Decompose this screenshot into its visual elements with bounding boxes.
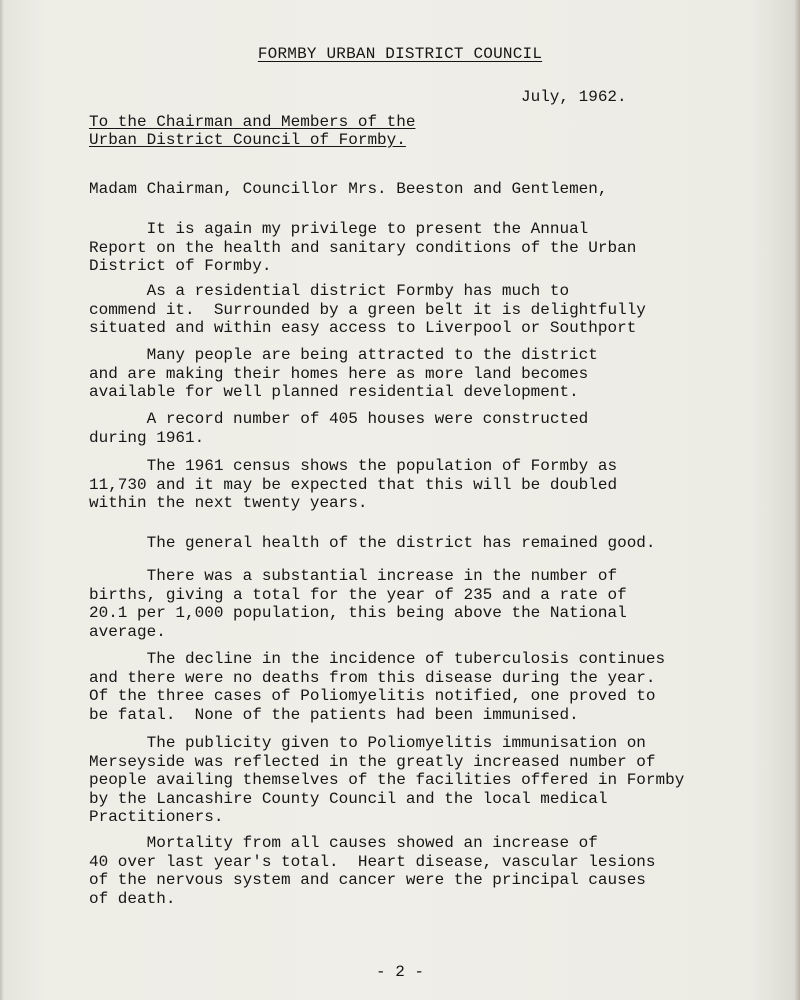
paragraph-houses-constructed: A record number of 405 houses were constructed during 1961. [89, 410, 589, 447]
addressee-line-1: To the Chairman and Members of the [89, 113, 416, 131]
paragraph-births: There was a substantial increase in the number of births, giving a total for the year of 235 and a rate of 20.1 per 1,000 population, this being above the National average. [89, 567, 627, 641]
council-heading [0, 45, 800, 63]
paragraph-residential-district: As a residential district Formby has much to commend it. Surrounded by a green belt it is delightfully situated and within easy access to Liverpool or Southport [89, 282, 646, 337]
paragraph-poliomyelitis-immunisation: The publicity given to Poliomyelitis immunisation on Merseyside was reflected in the greatly increased number of people availing themselves of the facilities offered in Formby by the Lancashire County Council and the local medical Practitioners. [89, 734, 685, 826]
paragraph-mortality: Mortality from all causes showed an increase of 40 over last year's total. Heart disease, vascular lesions of the nervous system and cancer were the principal causes of death. [89, 834, 656, 908]
paragraph-annual-report: It is again my privilege to present the Annual Report on the health and sanitary conditions of the Urban District of Formby. [89, 220, 637, 275]
paragraph-tuberculosis: The decline in the incidence of tuberculosis continues and there were no deaths from this disease during the year. Of the three cases of Poliomyelitis notified, one proved to be fatal. None of the patients had been immunised. [89, 650, 666, 724]
page-right-edge-shadow [794, 0, 800, 1000]
salutation: Madam Chairman, Councillor Mrs. Beeston and Gentlemen, [89, 180, 608, 198]
paragraph-attraction: Many people are being attracted to the district and are making their homes here as more land becomes available for well planned residential development. [89, 346, 598, 401]
page-left-edge-shadow [0, 0, 4, 1000]
paragraph-general-health: The general health of the district has remained good. [89, 534, 656, 552]
addressee-line-2: Urban District Council of Formby. [89, 131, 406, 149]
paragraph-census: The 1961 census shows the population of Formby as 11,730 and it may be expected that this will be doubled within the next twenty years. [89, 457, 618, 512]
council-heading-text: FORMBY URBAN DISTRICT COUNCIL [257, 45, 543, 63]
addressee-block [89, 113, 415, 149]
page-number: - 2 - [375, 963, 424, 981]
letter-date: July, 1962. [521, 88, 627, 106]
